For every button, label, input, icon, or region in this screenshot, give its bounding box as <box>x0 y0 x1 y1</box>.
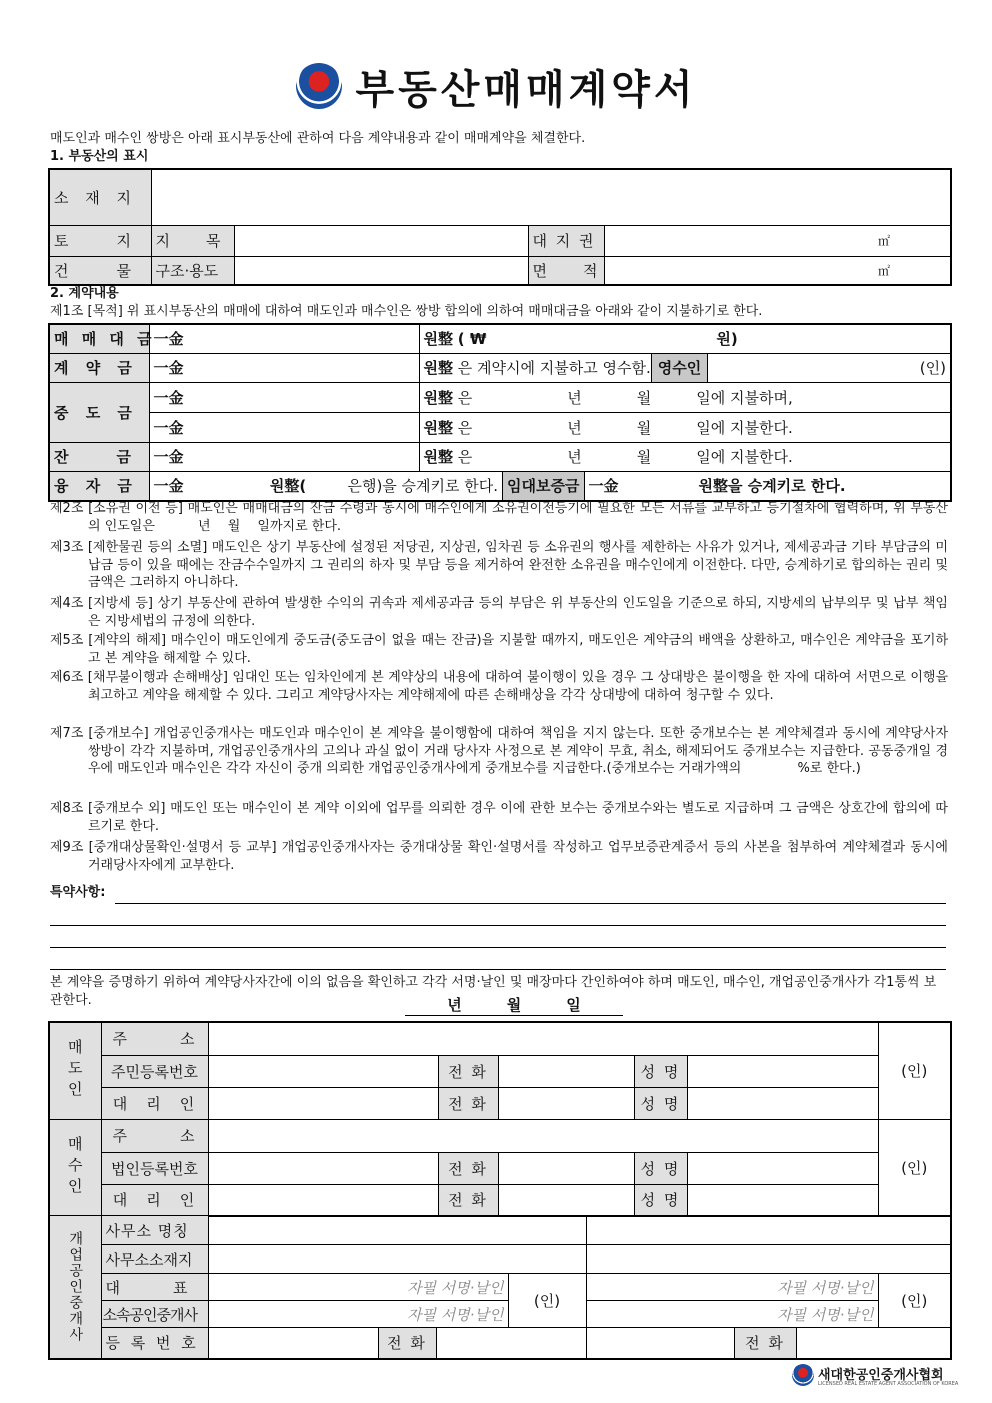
buyer-id-field[interactable] <box>208 1152 438 1184</box>
middle-geum-2[interactable]: 一金 <box>149 412 419 442</box>
buyer-proxy-name-field[interactable] <box>687 1184 878 1216</box>
seller-proxy-label: 대 리 인 <box>101 1087 208 1119</box>
pay-text: 일에 지불한다. <box>696 418 793 437</box>
sale-price-label: 매 매 대 금 <box>49 324 149 353</box>
article-4: 제4조 [지방세 등] 상기 부동산에 관하여 발생한 수익의 귀속과 제세공과금 등의 부담은 위 부동산의 인도일을 기준으로 하되, 지방세의 납부의무 및 납부 책임은 지방세법의 규정에 의한다. <box>50 596 948 629</box>
agent-phone-label-2: 전 화 <box>734 1328 796 1359</box>
month: 월 <box>636 448 652 466</box>
seller-proxy-field[interactable] <box>208 1087 438 1119</box>
buyer-address-field[interactable] <box>208 1119 878 1152</box>
seller-id-label: 주민등록번호 <box>101 1055 208 1087</box>
article-1: 제1조 [목적] 위 표시부동산의 매매에 대하여 매도인과 매수인은 쌍방 합의에 의하여 매매대금을 아래와 같이 지불하기로 한다. <box>50 304 763 319</box>
lease-deposit-label: 임대보증금 <box>502 472 583 500</box>
special-terms-line[interactable] <box>50 925 946 926</box>
special-terms-line[interactable] <box>50 969 946 970</box>
year: 년 <box>567 418 582 437</box>
seller-address-label: 주 소 <box>101 1022 208 1055</box>
structure-label: 구조·용도 <box>151 256 234 285</box>
won-label: 원整 <box>423 359 453 377</box>
buyer-proxy-field[interactable] <box>208 1184 438 1216</box>
sale-price-geum[interactable]: 一金 <box>149 324 419 353</box>
buyer-id-label: 법인등록번호 <box>101 1152 208 1184</box>
land-label: 토 지 <box>49 225 151 256</box>
year: 년 <box>567 448 582 466</box>
won-symbol: ( ₩ <box>457 330 487 349</box>
seller-proxy-phone-field[interactable] <box>498 1087 634 1119</box>
balance-geum[interactable]: 一金 <box>149 442 419 471</box>
year: 년 <box>567 388 582 407</box>
land-right-field[interactable]: ㎡ <box>604 225 951 256</box>
seller-id-field[interactable] <box>208 1055 438 1087</box>
buyer-proxy-name-label: 성 명 <box>634 1184 687 1216</box>
deposit-label: 계 약 금 <box>49 353 149 382</box>
buyer-phone-field[interactable] <box>498 1152 634 1184</box>
office-address-field-2[interactable] <box>586 1245 951 1274</box>
pay-text: 일에 지불한다. <box>696 448 793 466</box>
member-agent-label: 소속공인중개사 <box>101 1301 208 1328</box>
intro-text: 매도인과 매수인 쌍방은 아래 표시부동산에 관하여 다음 계약내용과 같이 매매계약을 체결한다. <box>50 131 586 146</box>
payment-table <box>48 323 952 502</box>
buyer-phone-label: 전 화 <box>438 1152 498 1184</box>
seller-phone-field[interactable] <box>498 1055 634 1087</box>
eun: 은 <box>457 388 473 407</box>
section2-heading: 2. 계약내용 <box>50 286 119 301</box>
member-sign-field-1[interactable]: 자필 서명·날인 <box>208 1301 508 1328</box>
seller-phone-label: 전 화 <box>438 1055 498 1087</box>
article-7: 제7조 [중개보수] 개업공인중개사는 매도인과 매수인이 본 계약을 불이행함에 대하여 책임을 지지 않는다. 또한 중개보수는 본 계약체결과 동시에 계약당사자 쌍방이 각각 지불하며, 개업공인중개사의 고의나 과실 없이 거래 당사자 사정으로 본 계약이 무효, 취소, 해제되어도 중개보수는 지급한다. 공동중개일 경우에 매도인과 매수인은 각각 자신이 중개 의뢰한 개업공인중개사에게 중개보수를 지급한다.(중개보수는 거래가액의 %로 한다.) <box>50 726 948 776</box>
land-type-field[interactable] <box>234 225 528 256</box>
seller-name-label: 성 명 <box>634 1055 687 1087</box>
special-terms-label: 특약사항: <box>50 885 106 900</box>
land-right-label: 대 지 권 <box>528 225 604 256</box>
eun: 은 <box>457 448 473 466</box>
buyer-seal[interactable]: (인) <box>878 1119 951 1216</box>
agent-seal-2[interactable]: (인) <box>878 1274 951 1328</box>
area-label: 면 적 <box>528 256 604 285</box>
won-label: 원整 <box>423 330 453 349</box>
location-label: 소 재 지 <box>49 169 151 225</box>
office-address-field-1[interactable] <box>208 1245 586 1274</box>
article-9: 제9조 [중개대상물확인·설명서 등 교부] 개업공인중개사자는 중개대상물 확인·설명서를 작성하고 업무보증관계증서 등의 사본을 첨부하여 계약체결과 동시에 거래당사자에게 교부한다. <box>50 840 948 873</box>
lease-text: 원整을 승계키로 한다. <box>698 477 846 495</box>
month: 월 <box>636 388 652 407</box>
registration-field-2[interactable] <box>586 1328 734 1359</box>
article-8: 제8조 [중개보수 외] 매도인 또는 매수인이 본 계약 이외에 업무를 의뢰한 경우 이에 관한 보수는 중개보수와는 별도로 지급하며 그 금액은 상호간에 합의에 따르기로 한다. <box>50 801 948 834</box>
won-label: 원整 <box>423 448 453 466</box>
building-label: 건 물 <box>49 256 151 285</box>
pay-text: 일에 지불하며, <box>696 388 793 407</box>
middle-label: 중 도 금 <box>49 382 149 442</box>
registration-label: 등 록 번 호 <box>101 1328 208 1359</box>
office-name-field-1[interactable] <box>208 1216 586 1245</box>
property-table <box>48 168 952 286</box>
buyer-proxy-label: 대 리 인 <box>101 1184 208 1216</box>
office-address-label: 사무소소재지 <box>101 1245 208 1274</box>
article-2: 제2조 [소유권 이전 등] 매도인은 매매대금의 잔금 수령과 동시에 매수인에게 소유권이전등기에 필요한 모든 서류를 교부하고 등기절차에 협력하며, 위 부동산의 인도일은 년 월 일까지로 한다. <box>50 501 948 534</box>
article-6: 제6조 [채무불이행과 손해배상] 임대인 또는 임차인에게 본 계약상의 내용에 대하여 불이행이 있을 경우 그 상대방은 불이행을 한 자에 대하여 서면으로 이행을 최고하고 계약을 해제할 수 있다. 그리고 계약당사자는 계약해제에 따른 손해배상을 각각 상대방에 대하여 청구할 수 있다. <box>50 670 948 703</box>
agent-phone-label-1: 전 화 <box>378 1328 436 1359</box>
land-type-label: 지 목 <box>151 225 234 256</box>
footer-org-name-en: LICENSED REAL ESTATE AGENT ASSOCIATION OF KOREA <box>818 1381 959 1387</box>
agent-label: 개업공인중개사 <box>49 1216 101 1359</box>
office-name-label: 사무소 명칭 <box>101 1216 208 1245</box>
registration-field-1[interactable] <box>208 1328 378 1359</box>
won-close: 원) <box>716 330 738 349</box>
buyer-name-label: 성 명 <box>634 1152 687 1184</box>
month: 월 <box>636 418 652 437</box>
loan-won: 원整( <box>269 477 307 495</box>
balance-label: 잔 금 <box>49 442 149 471</box>
buyer-address-label: 주 소 <box>101 1119 208 1152</box>
special-terms-line[interactable] <box>50 947 946 948</box>
special-terms-line[interactable] <box>115 903 946 904</box>
area-field[interactable]: ㎡ <box>604 256 951 285</box>
footer-org-name: 새대한공인중개사협회 <box>818 1368 944 1383</box>
won-label: 원整 <box>423 388 453 407</box>
agent-seal-1[interactable]: (인) <box>508 1274 586 1328</box>
page-title: 부동산매매계약서 <box>355 67 697 113</box>
loan-geum[interactable]: 一金 <box>153 477 184 495</box>
seller-name-field[interactable] <box>687 1055 878 1087</box>
location-field[interactable] <box>151 169 951 225</box>
seller-proxy-name-field[interactable] <box>687 1087 878 1119</box>
parties-table <box>48 1021 952 1217</box>
loan-label: 융 자 금 <box>49 471 149 501</box>
won-label: 원整 <box>423 418 453 437</box>
receiver-label: 영수인 <box>651 354 708 382</box>
rep-sign-field-1[interactable]: 자필 서명·날인 <box>208 1274 508 1301</box>
section1-heading: 1. 부동산의 표시 <box>50 149 149 164</box>
closing-text: 본 계약을 증명하기 위하여 계약당사자간에 이의 없음을 확인하고 각각 서명·날인 및 매장마다 간인하여야 하며 매도인, 매수인, 개업공인중개사가 각1통씩 보관한다. <box>50 975 937 1008</box>
buyer-name-field[interactable] <box>687 1152 878 1184</box>
deposit-text: 은 계약시에 지불하고 영수함. <box>457 359 651 377</box>
seller-label: 매도인 <box>49 1022 101 1119</box>
lease-geum[interactable]: 一金 <box>588 477 619 495</box>
agent-phone-field-1[interactable] <box>436 1328 586 1359</box>
office-name-field-2[interactable] <box>586 1216 951 1245</box>
buyer-proxy-phone-field[interactable] <box>498 1184 634 1216</box>
footer-logo-icon <box>792 1364 814 1386</box>
receiver-seal[interactable]: (인) <box>686 353 951 382</box>
contract-date[interactable]: 년 월 일 <box>405 994 623 1016</box>
seller-address-field[interactable] <box>208 1022 878 1055</box>
eun: 은 <box>457 418 473 437</box>
agent-phone-field-2[interactable] <box>796 1328 951 1359</box>
seller-proxy-name-label: 성 명 <box>634 1087 687 1119</box>
middle-geum-1[interactable]: 一金 <box>149 382 419 412</box>
representative-label: 대 표 <box>101 1274 208 1301</box>
article-5: 제5조 [계약의 해제] 매수인이 매도인에게 중도금(중도금이 없을 때는 잔금)을 지불할 때까지, 매도인은 계약금의 배액을 상환하고, 매수인은 계약금을 포기하고 본 계약을 해제할 수 있다. <box>50 633 948 666</box>
article-3: 제3조 [제한물권 등의 소멸] 매도인은 상기 부동산에 설정된 저당권, 지상권, 임차권 등 소유권의 행사를 제한하는 사유가 있거나, 제세공과금 기타 부담금의 미납금 등이 있을 때에는 잔금수수일까지 그 권리의 하자 및 부담 등을 제거하여 완전한 소유권을 매수인에게 이전한다. 다만, 승계하기로 합의하는 권리 및 금액은 그러하지 아니하다. <box>50 540 948 590</box>
member-sign-field-2[interactable]: 자필 서명·날인 <box>586 1301 878 1328</box>
buyer-label: 매수인 <box>49 1119 101 1216</box>
deposit-geum[interactable]: 一金 <box>149 353 419 382</box>
rep-sign-field-2[interactable]: 자필 서명·날인 <box>586 1274 878 1301</box>
structure-field[interactable] <box>234 256 528 285</box>
buyer-proxy-phone-label: 전 화 <box>438 1184 498 1216</box>
loan-bank-text: 은행)을 승계키로 한다. <box>347 477 499 495</box>
seller-proxy-phone-label: 전 화 <box>438 1087 498 1119</box>
seller-seal[interactable]: (인) <box>878 1022 951 1119</box>
agent-table <box>48 1215 952 1360</box>
